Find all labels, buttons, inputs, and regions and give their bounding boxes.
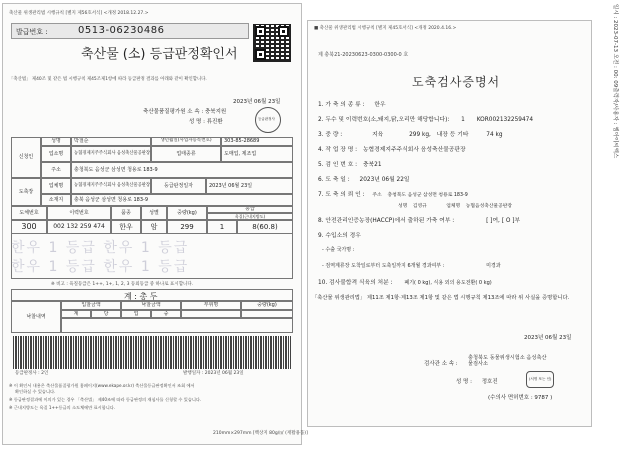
cell-label: 성명 xyxy=(41,137,71,146)
export-country: - 수출 국가명 : xyxy=(322,247,355,253)
bid-sub: 중 xyxy=(151,310,181,318)
print-timestamp: 일시 : 2023-07-13 오전 : 00: 09출력자/사용자 : 엠아이씨엑스 xyxy=(612,4,618,159)
haccp-options: [ ]여, [ O ]부 xyxy=(486,218,521,224)
legal-statement: 「축산물 위생관리법」 제11조 제1항·제13조 제1항 및 같은 법 시행규칙 제13조에 따라 위 사실을 증명합니다. xyxy=(312,295,570,301)
applicant-business-name: 농협경제지주주식회사 음성축산물공판장 xyxy=(71,146,151,162)
line-weight xyxy=(318,129,503,138)
vet-license: (수의사 면허번호 : 9787 ) xyxy=(488,395,553,401)
bid-label: 낙찰내역 xyxy=(11,301,61,333)
line-haccp xyxy=(318,215,520,224)
applicant-address: 충청북도 음성군 삼성면 청용로 183-9 xyxy=(71,162,293,178)
line-trace xyxy=(318,114,533,123)
bid-header: 낙찰금액 xyxy=(121,301,181,310)
watermark-row-1: 한우 1 등급 한우 1 등급 xyxy=(11,240,190,256)
total-row xyxy=(11,289,293,301)
bid-sub: 계 xyxy=(61,310,91,318)
security-pattern xyxy=(13,336,291,369)
inspector-label: 검사관 소 속 : xyxy=(424,361,458,367)
qr-code-icon xyxy=(253,24,291,62)
issue-number: 0513-06230486 xyxy=(78,25,165,36)
stamp-no-value: 충북21 xyxy=(362,162,382,168)
inspection-doc-no: 제 충북21-20230623-0300-0300-0 호 xyxy=(318,52,409,58)
trace-value: KOR002132259474 xyxy=(476,117,534,123)
business-number: 303-85-28689 xyxy=(221,137,293,146)
total-label: 계 : 총 두 xyxy=(124,292,158,301)
grade-remark: ※ 비고 : 육질등급은 1++, 1+, 1, 2, 3 등외등급 중 하나로 표시합니다. xyxy=(51,282,194,287)
applicant-name: 박철순 xyxy=(71,137,151,146)
footnote-1: ※ 이 확인서 내용은 축산물품질평가원 홈페이지(www.ekape.or.kr) 축산물등급판정확인서 조회 에서 xyxy=(9,383,195,388)
disposal-value: 폐기( 0 kg), 식용 외의 용도전환( 0 kg) xyxy=(404,280,492,286)
cell-label: 생년월일(사업자등록번호) xyxy=(151,137,221,146)
cell-label: 업태종류 xyxy=(151,146,221,162)
footnote-4: ※ 근내지방도는 육질 1++등급의 소도체에만 표시합니다. xyxy=(9,405,116,410)
line-label: 8. 안전관리인증농장(HACCP)에서 출하된 가축 여부 : xyxy=(318,218,455,224)
line-slaughter-date xyxy=(318,174,410,183)
inspection-title: 도축검사증명서 xyxy=(412,75,501,89)
cell-label: 등급판정일자 xyxy=(151,178,206,194)
issue-number-label: 발급번호 : xyxy=(16,28,48,36)
trace-no-header: 이력번호 xyxy=(47,206,111,220)
line-stamp-no xyxy=(318,159,382,168)
trace-no: 002 132 259 474 xyxy=(47,220,111,234)
bid-sub: 당 xyxy=(91,310,121,318)
breed-header: 품종 xyxy=(111,206,141,220)
line-import: 9. 수입소의 경우 xyxy=(318,233,361,239)
watermark-row-2: 한우 1 등급 한우 1 등급 xyxy=(11,259,190,275)
slaughter-inspection-certificate xyxy=(307,20,592,427)
bid-sub-empty xyxy=(181,310,241,318)
cell-label: 소재지 xyxy=(41,194,71,206)
paper-size-note: 210mm×297mm [백상지 80g/㎡ (재활용품)] xyxy=(213,431,308,436)
slaughter-date-value: 2023년 06월 22일 xyxy=(359,177,410,183)
client-address: 충청북도 음성군 삼성면 청용로 183-9 xyxy=(387,193,468,198)
sign-name-label: 성 명 : xyxy=(456,379,472,385)
line-quarantine xyxy=(322,262,501,269)
line-workplace xyxy=(318,144,466,153)
offal-weight-value: 74 kg xyxy=(486,132,503,138)
right-form-note: ■ 축산물 위생관리법 시행규칙 [별지 제45호서식] <개정 2020.4.16.> xyxy=(314,26,457,31)
yield-grade: 1 xyxy=(207,220,237,234)
cell-label: 주소 xyxy=(41,162,71,178)
line-client-name xyxy=(398,202,512,209)
client-biz-label: 업체명 xyxy=(446,204,461,209)
grader-count: 등급판정사 : 2인 xyxy=(15,371,49,376)
bid-header: 입찰금액 xyxy=(61,301,121,310)
grade-certificate xyxy=(2,3,308,445)
slaughterhouse-address: 충북 음성군 삼성면 청용로 183-9 xyxy=(71,194,293,206)
line-label: 2. 두수 및 이력번호(소,돼지,닭,오리만 해당합니다): xyxy=(318,117,450,123)
grader-seal-icon: 등급판정사 xyxy=(255,107,281,133)
grade-certificate-title: 축산물 (소) 등급판정확인서 xyxy=(81,47,238,62)
grade-sub-header: 육질(근내지방도) xyxy=(207,213,293,220)
breed: 한우 xyxy=(111,220,141,234)
line-client xyxy=(318,189,468,198)
client-name: 김영규 xyxy=(412,204,427,209)
quarantine-label: - 검역계류장 도착일로부터 도축일까지 6개월 경과여부 : xyxy=(322,263,445,269)
left-form-note: 축산물 위생관리법 시행규칙 [별지 제56호서식] <개정 2018.12.27.> xyxy=(9,11,149,16)
species-value: 한우 xyxy=(374,102,386,108)
line-species xyxy=(318,99,386,108)
grade-intro: 「축산법」 제40조 및 같은 법 시행규칙 제45조제1항에 따라 등급판정 결과를 아래와 같이 확인합니다. xyxy=(9,77,207,82)
client-biz: 농협음성축산물공판장 xyxy=(465,204,513,209)
slaughter-group-label: 도축장 xyxy=(11,178,41,206)
weight-label: 내장 등 기타 xyxy=(436,132,469,138)
issue-date: 발행일자 : 2023년 06월 23일 xyxy=(183,371,244,376)
quarantine-value: 미경과 xyxy=(486,263,501,269)
grade-org: 축산물품질평가원 소 속 : 충북지원 xyxy=(143,109,227,115)
cell-label: 업체명 xyxy=(41,178,71,194)
slaughterhouse-name: 농협경제지주주식회사 음성축산물공판장 xyxy=(71,178,151,194)
client-name-label: 성명 xyxy=(398,204,408,209)
issue-number-box xyxy=(11,23,249,39)
inspection-date: 2023년 06월 23일 xyxy=(524,335,572,341)
grade-date: 2023년 06월 23일 xyxy=(233,99,281,105)
line-disposal xyxy=(318,277,492,286)
sex-header: 성별 xyxy=(141,206,167,220)
carcass-no-header: 도체번호 xyxy=(11,206,47,220)
line-label: 1. 가 축 의 종 류 : xyxy=(318,102,365,108)
sex: 암 xyxy=(141,220,167,234)
cell-label: 업소명 xyxy=(41,146,71,162)
grader-name: 성 명 : 류진환 xyxy=(189,119,223,125)
carcass-weight-value: 299 kg, xyxy=(409,132,431,138)
carcass-weight: 299 xyxy=(167,220,207,234)
quality-grade: 8(60.8) xyxy=(237,220,293,234)
inspector-sign xyxy=(456,377,498,385)
bid-sub-empty xyxy=(241,310,293,318)
line-label: 5. 검 인 번 호 : xyxy=(318,162,358,168)
line-label: 7. 도 축 의 뢰 인 : xyxy=(318,192,365,198)
line-label: 6. 도 축 일 : xyxy=(318,177,350,183)
bid-sub: 업 xyxy=(121,310,151,318)
grading-date: 2023년 06월 23일 xyxy=(206,178,293,194)
weight-header: 중량(kg) xyxy=(167,206,207,220)
line-label: 10. 검사불합격 식육의 처분 : xyxy=(318,280,393,286)
client-addr-label: 주소 xyxy=(372,193,382,198)
line-label: 4. 작 업 장 명 : xyxy=(318,147,358,153)
applicant-group-label: 신청인 xyxy=(11,137,41,178)
bid-header: 중량(kg) xyxy=(241,301,293,310)
footnote-3: ※ 등급판정결과에 이의가 있는 경우 「축산법」 제40조에 따라 등급판정의 재심사를 신청할 수 있습니다. xyxy=(9,397,202,402)
grade-header: 등급 xyxy=(207,206,293,213)
bid-header: 부위명 xyxy=(181,301,241,310)
carcass-no: 300 xyxy=(11,220,47,234)
bid-empty-row xyxy=(61,318,293,333)
line-label: 3. 중 량 : xyxy=(318,132,343,138)
weight-label: 지육 xyxy=(372,132,384,138)
footnote-2: 확인하실 수 있습니다. xyxy=(15,389,56,394)
inspector-seal-icon: (서명 또는 인) xyxy=(526,371,554,388)
business-kind: 도매업, 제조업 xyxy=(221,146,293,162)
inspector-org: 충청북도 동물위생시험소 음성축산물검사소 xyxy=(468,355,547,368)
inspector-name: 정호진 xyxy=(481,379,498,385)
workplace-value: 농협경제지주주식회사 음성축산물공판장 xyxy=(362,147,466,153)
head-count: 1 xyxy=(461,117,465,123)
